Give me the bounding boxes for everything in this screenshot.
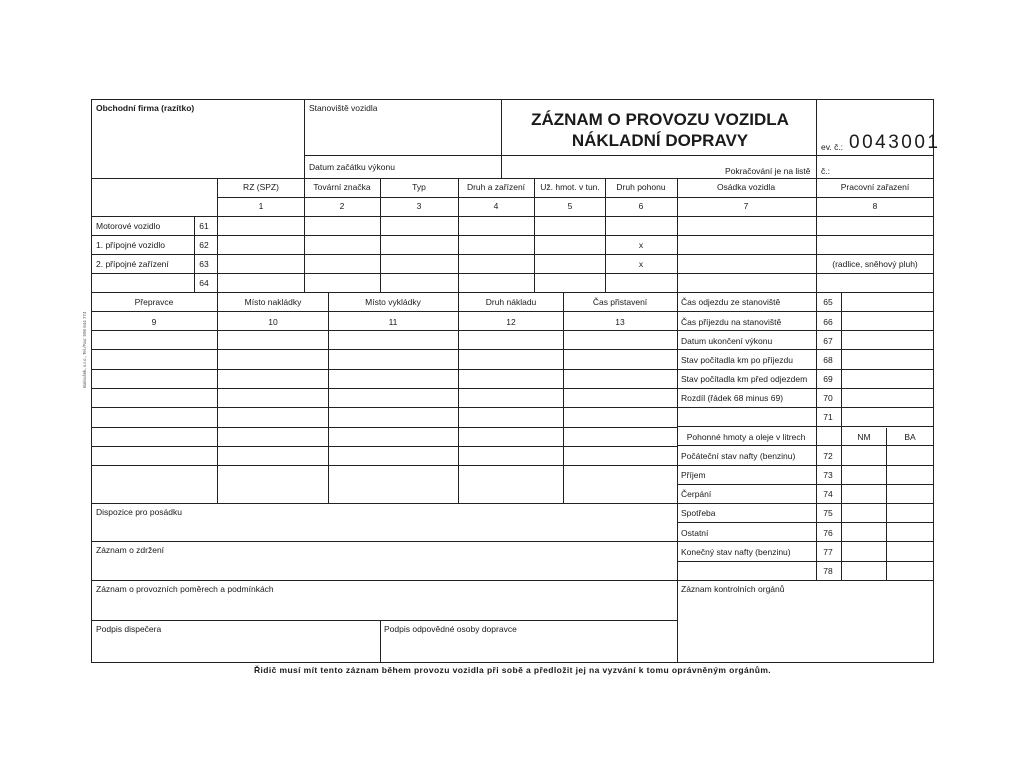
right-number-68: 68	[823, 355, 833, 365]
fuel-label-77: Konečný stav nafty (benzinu)	[681, 547, 791, 557]
conditions-label: Záznam o provozních poměrech a podmínkách	[96, 584, 274, 594]
row-number-61: 61	[199, 221, 209, 231]
grid-line	[91, 388, 678, 389]
grid-line	[91, 580, 678, 581]
grid-line	[886, 428, 887, 581]
right-number-66: 66	[823, 317, 833, 327]
row-label-motor-vehicle: Motorové vozidlo	[96, 221, 161, 231]
fuel-col-ba: BA	[904, 432, 916, 442]
fuel-label-73: Příjem	[681, 470, 706, 480]
col-header-crew: Osádka vozidla	[716, 182, 776, 192]
continuation-label: Pokračování je na listě	[725, 166, 811, 176]
grid-line	[677, 369, 934, 370]
row-number-62: 62	[199, 240, 209, 250]
fuel-label-76: Ostatní	[681, 528, 709, 538]
col-header-unloading: Místo vykládky	[365, 297, 421, 307]
disposition-label: Dispozice pro posádku	[96, 507, 182, 517]
fuel-label-72: Počáteční stav nafty (benzinu)	[681, 451, 796, 461]
col-number-9: 9	[151, 317, 157, 327]
col-number-8: 8	[872, 201, 878, 211]
grid-line	[91, 446, 678, 447]
delay-label: Záznam o zdržení	[96, 545, 165, 555]
grid-line	[91, 541, 678, 542]
col-header-rz: RZ (SPZ)	[243, 182, 279, 192]
col-number-13: 13	[615, 317, 625, 327]
printer-imprint: Baloušek, s.r.o., Tel./Fax: 596 644 774	[82, 311, 87, 388]
fuel-label-74: Čerpání	[681, 489, 712, 499]
sheet-number-label: č.:	[821, 166, 830, 176]
row-number-63: 63	[199, 259, 209, 269]
grid-line	[91, 311, 678, 312]
col-header-type: Typ	[412, 182, 426, 192]
grid-line	[563, 292, 564, 504]
fuel-number-73: 73	[823, 470, 833, 480]
right-label-68: Stav počítadla km po příjezdu	[681, 355, 793, 365]
drive-mark-62: x	[638, 240, 644, 250]
station-label: Stanoviště vozidla	[309, 103, 378, 113]
firm-label: Obchodní firma (razítko)	[96, 103, 195, 113]
grid-line	[91, 620, 678, 621]
right-label-66: Čas příjezdu na stanoviště	[681, 317, 782, 327]
grid-line	[677, 388, 934, 389]
grid-line	[677, 349, 934, 350]
col-number-3: 3	[416, 201, 422, 211]
fuel-number-77: 77	[823, 547, 833, 557]
grid-line	[91, 330, 678, 331]
right-number-65: 65	[823, 297, 833, 307]
grid-line	[677, 580, 934, 581]
grid-line	[380, 620, 381, 663]
grid-line	[304, 155, 934, 156]
grid-line	[91, 349, 678, 350]
grid-line	[677, 407, 934, 408]
col-number-4: 4	[493, 201, 499, 211]
col-number-1: 1	[258, 201, 264, 211]
grid-line	[677, 503, 934, 504]
col-header-payload: Už. hmot. v tun.	[540, 182, 600, 192]
right-number-70: 70	[823, 393, 833, 403]
fuel-col-nm: NM	[857, 432, 871, 442]
grid-line	[91, 254, 934, 255]
grid-line	[91, 216, 934, 217]
right-label-67: Datum ukončení výkonu	[681, 336, 773, 346]
col-header-kind: Druh a zařízení	[466, 182, 526, 192]
right-number-71: 71	[823, 412, 833, 422]
right-label-69: Stav počítadla km před odjezdem	[681, 374, 808, 384]
grid-line	[677, 292, 678, 663]
grid-line	[91, 662, 934, 663]
right-number-67: 67	[823, 336, 833, 346]
col-header-carrier: Přepravce	[134, 297, 174, 307]
ev-number: 0043001	[849, 132, 941, 153]
grid-line	[501, 99, 502, 179]
grid-line	[677, 465, 934, 466]
fuel-number-75: 75	[823, 508, 833, 518]
grid-line	[328, 292, 329, 504]
grid-line	[91, 273, 934, 274]
grid-line	[677, 541, 934, 542]
right-label-65: Čas odjezdu ze stanoviště	[681, 297, 781, 307]
col-header-arrival-time: Čas přistavení	[592, 297, 648, 307]
col-header-work: Pracovní zařazení	[840, 182, 910, 192]
ev-label: ev. č.:	[821, 142, 844, 152]
grid-line	[677, 311, 934, 312]
grid-line	[91, 427, 678, 428]
grid-line	[933, 99, 934, 663]
dispatcher-signature-label: Podpis dispečera	[96, 624, 162, 634]
col-number-5: 5	[567, 201, 573, 211]
col-number-10: 10	[268, 317, 278, 327]
row-label-trailer-2: 2. přípojné zařízení	[96, 259, 169, 269]
right-number-69: 69	[823, 374, 833, 384]
fuel-number-78: 78	[823, 566, 833, 576]
title-line-2: NÁKLADNÍ DOPRAVY	[571, 131, 749, 150]
col-number-12: 12	[506, 317, 516, 327]
grid-line	[677, 522, 934, 523]
grid-line	[677, 330, 934, 331]
col-header-loading: Místo nakládky	[244, 297, 302, 307]
title-line-1: ZÁZNAM O PROVOZU VOZIDLA	[531, 110, 789, 129]
grid-line	[91, 235, 934, 236]
grid-line	[841, 292, 842, 581]
right-label-70: Rozdíl (řádek 68 minus 69)	[681, 393, 784, 403]
carrier-signature-label: Podpis odpovědné osoby dopravce	[384, 624, 517, 634]
grid-line	[91, 465, 678, 466]
grid-line	[816, 292, 817, 581]
col-number-11: 11	[388, 317, 398, 327]
row-label-trailer-1: 1. přípojné vozidlo	[96, 240, 165, 250]
form-title	[504, 109, 816, 151]
work-note-63: (radlice, sněhový pluh)	[832, 259, 918, 269]
grid-line	[816, 99, 817, 179]
grid-line	[677, 426, 934, 427]
grid-line	[677, 561, 934, 562]
row-number-64: 64	[199, 278, 209, 288]
start-date-label: Datum začátku výkonu	[309, 162, 395, 172]
grid-line	[91, 369, 678, 370]
col-header-brand: Tovární značka	[313, 182, 371, 192]
fuel-number-74: 74	[823, 489, 833, 499]
col-number-2: 2	[339, 201, 345, 211]
grid-line	[217, 197, 934, 198]
footer-notice: Řidič musí mít tento záznam během provozu vozidla při sobě a předložit jej na vyzvání k tomu oprávněným orgánům.	[253, 665, 772, 675]
col-number-6: 6	[638, 201, 644, 211]
grid-line	[91, 99, 92, 663]
fuel-number-76: 76	[823, 528, 833, 538]
control-record-label: Záznam kontrolních orgánů	[681, 584, 785, 594]
grid-line	[91, 407, 678, 408]
drive-mark-63: x	[638, 259, 644, 269]
grid-line	[91, 99, 934, 100]
grid-line	[91, 503, 678, 504]
fuel-label-75: Spotřeba	[681, 508, 716, 518]
fuel-number-72: 72	[823, 451, 833, 461]
grid-line	[458, 292, 459, 504]
col-header-cargo: Druh nákladu	[485, 297, 537, 307]
col-header-drive: Druh pohonu	[616, 182, 666, 192]
grid-line	[677, 484, 934, 485]
fuel-header: Pohonné hmoty a oleje v litrech	[686, 432, 806, 442]
grid-line	[217, 292, 218, 504]
grid-line	[677, 445, 934, 446]
col-number-7: 7	[743, 201, 749, 211]
grid-line	[304, 99, 305, 179]
